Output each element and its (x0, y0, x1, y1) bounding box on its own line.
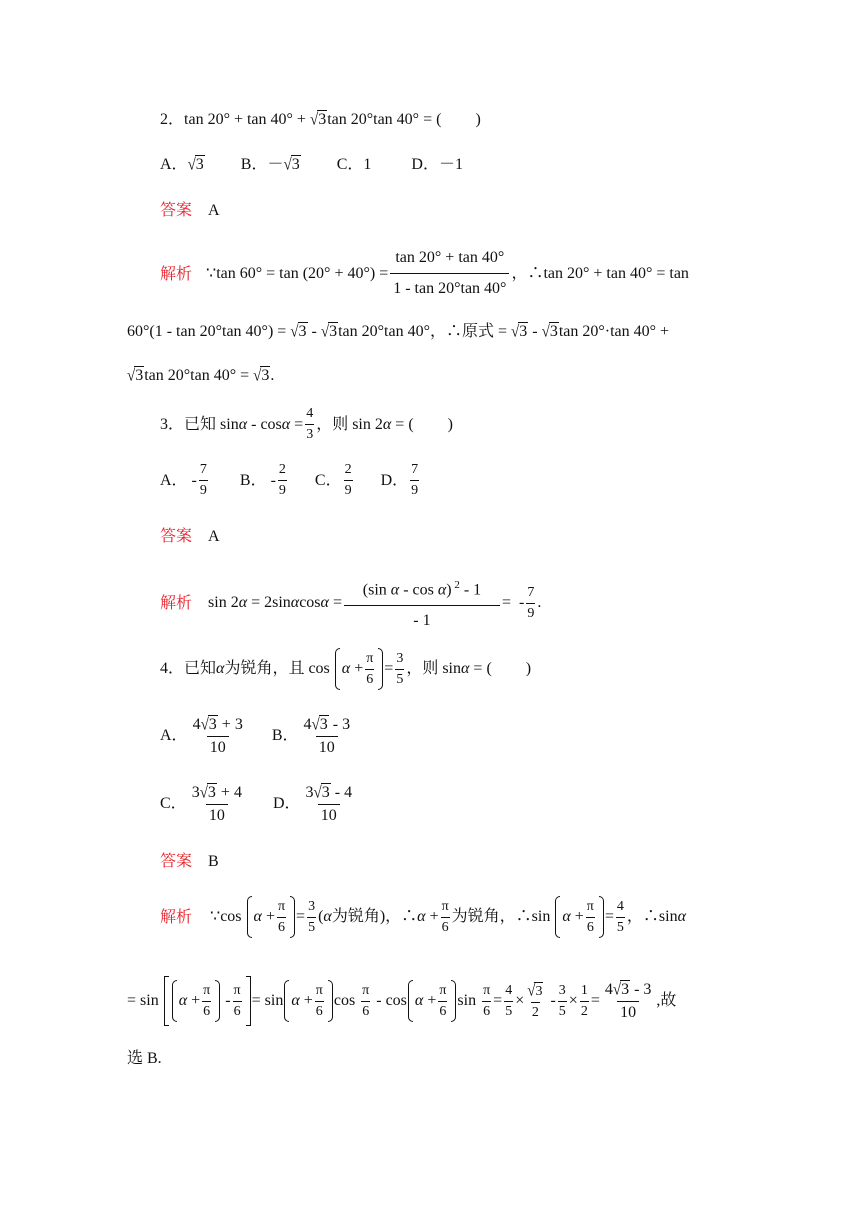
q4-option-d: D． $\frac{3√3 - 4}{10}$ (272, 784, 353, 824)
q3-number: 3． (160, 415, 185, 433)
q3-option-b: B． - $\frac{2}{9}$ (239, 462, 286, 498)
q4-option-c: C． $\frac{3√3 + 4}{10}$ (160, 784, 242, 824)
q2-stem: 2．tan 20° + tan 40° + √3tan 20°tan 40° = ( ) (160, 111, 481, 129)
q4-analysis-label: 解析 (160, 907, 193, 926)
q3-stem: 3． 已知 sin α - cos α = $\frac{4}{3}$ ，则 sin 2 α = ( ) (160, 406, 453, 442)
q4-stem: 4． 已知 α 为锐角，且 cos α + $\frac{\pi}{6}$ = $\frac{3}{5}$ ，则 sin α = ( ) (160, 648, 531, 690)
q4-analysis-line-3 (127, 1049, 162, 1069)
q4-option-a: A． $\frac{4√3 + 3}{10}$ (160, 716, 243, 756)
q4-options-row-2 (160, 783, 357, 825)
q2-analysis-line-1 (160, 243, 689, 304)
q2-answer (160, 200, 220, 221)
q4-analysis-conclusion: 选 B. (127, 1050, 162, 1067)
q4-analysis-line-1: 解析 ∵cos α + $\frac{\pi}{6}$ = $\frac{3}{5}$ ( α 为锐角)，∴ α + $\frac{\pi}{6}$ 为锐角，∴sin α + $\frac{\pi}{6}$ = $\frac{4}{5}$ ，∴sin α (160, 896, 686, 938)
q4-stem-paren: α + $\frac{\pi}{6}$ (335, 648, 384, 690)
q3-stem-fraction: $\frac{4}{3}$ (306, 406, 314, 442)
q2-analysis-label: 解析 (160, 263, 193, 283)
q2-option-a: A．√3 (160, 156, 204, 174)
q2-answer-value: A (208, 202, 220, 219)
q2-number: 2． (160, 111, 185, 128)
q3-option-a: A． - $\frac{7}{9}$ (160, 462, 207, 498)
q4-answer-label: 答案 (160, 851, 193, 870)
q2-answer-label: 答案 (160, 200, 193, 219)
q4-option-b: B． $\frac{4√3 - 3}{10}$ (271, 716, 351, 756)
q3-analysis: 解析 sin 2 α = 2sin α cos α = $\frac{(\sin \alpha - \cos \alpha) ^2 - 1}{- 1}$ = - $\frac{7}{9}$ . (160, 570, 541, 636)
q3-answer-value: A (208, 528, 220, 545)
q3-option-d: D． $\frac{7}{9}$ (380, 462, 419, 498)
q2-analysis-text-a: ∵tan 60° = tan (20° + 40°) = (206, 264, 389, 282)
q2-option-c: C．1 (336, 156, 372, 173)
q3-option-c: C． $\frac{2}{9}$ (314, 462, 352, 498)
q4-options-row-1 (160, 715, 355, 757)
q2-option-d: D．－1 (411, 156, 463, 173)
q3-analysis-fraction: $\frac{(\sin \alpha - \cos \alpha) ^2 - 1}{- 1}$ (344, 570, 500, 636)
q2-options (160, 155, 463, 175)
q2-option-b: B．－√3 (240, 156, 300, 174)
q3-answer-label: 答案 (160, 526, 193, 545)
q4-answer-value: B (208, 853, 219, 870)
q3-answer (160, 526, 220, 547)
q2-analysis-text-b: ，∴tan 20° + tan 40° = tan (511, 264, 689, 282)
q2-analysis-line-3: √3tan 20°tan 40° = √3. (127, 367, 275, 385)
q2-analysis-line-2: 60°(1 - tan 20°tan 40°) = √3 - √3tan 20°tan 40°，∴原式 = √3 - √3tan 20°·tan 40° + (127, 323, 670, 341)
q2-analysis-fraction (390, 243, 509, 304)
q4-analysis-line-2: = sin α + $\frac{\pi}{6}$ - $\frac{\pi}{6}$ = sin α + $\frac{\pi}{6}$ cos $\frac{\pi}{6}$ - cos α + $\frac{\pi}{6}$ sin $\frac{\pi}{6}$ = $\frac{4}{5}$ × $\frac{√3}{2}$ - $\frac{3}{5}$ × $\frac{1}{2}$ = $\frac{4√3 - 3}{10}$ ,故 (127, 976, 676, 1026)
q4-number: 4． (160, 660, 185, 677)
q2-fraction-numerator: tan 20° + tan 40° (395, 249, 505, 266)
q3-analysis-label: 解析 (160, 593, 193, 613)
q2-fraction-denominator: 1 - tan 20°tan 40° (390, 273, 509, 304)
q3-options (160, 462, 421, 499)
q4-answer (160, 851, 219, 872)
